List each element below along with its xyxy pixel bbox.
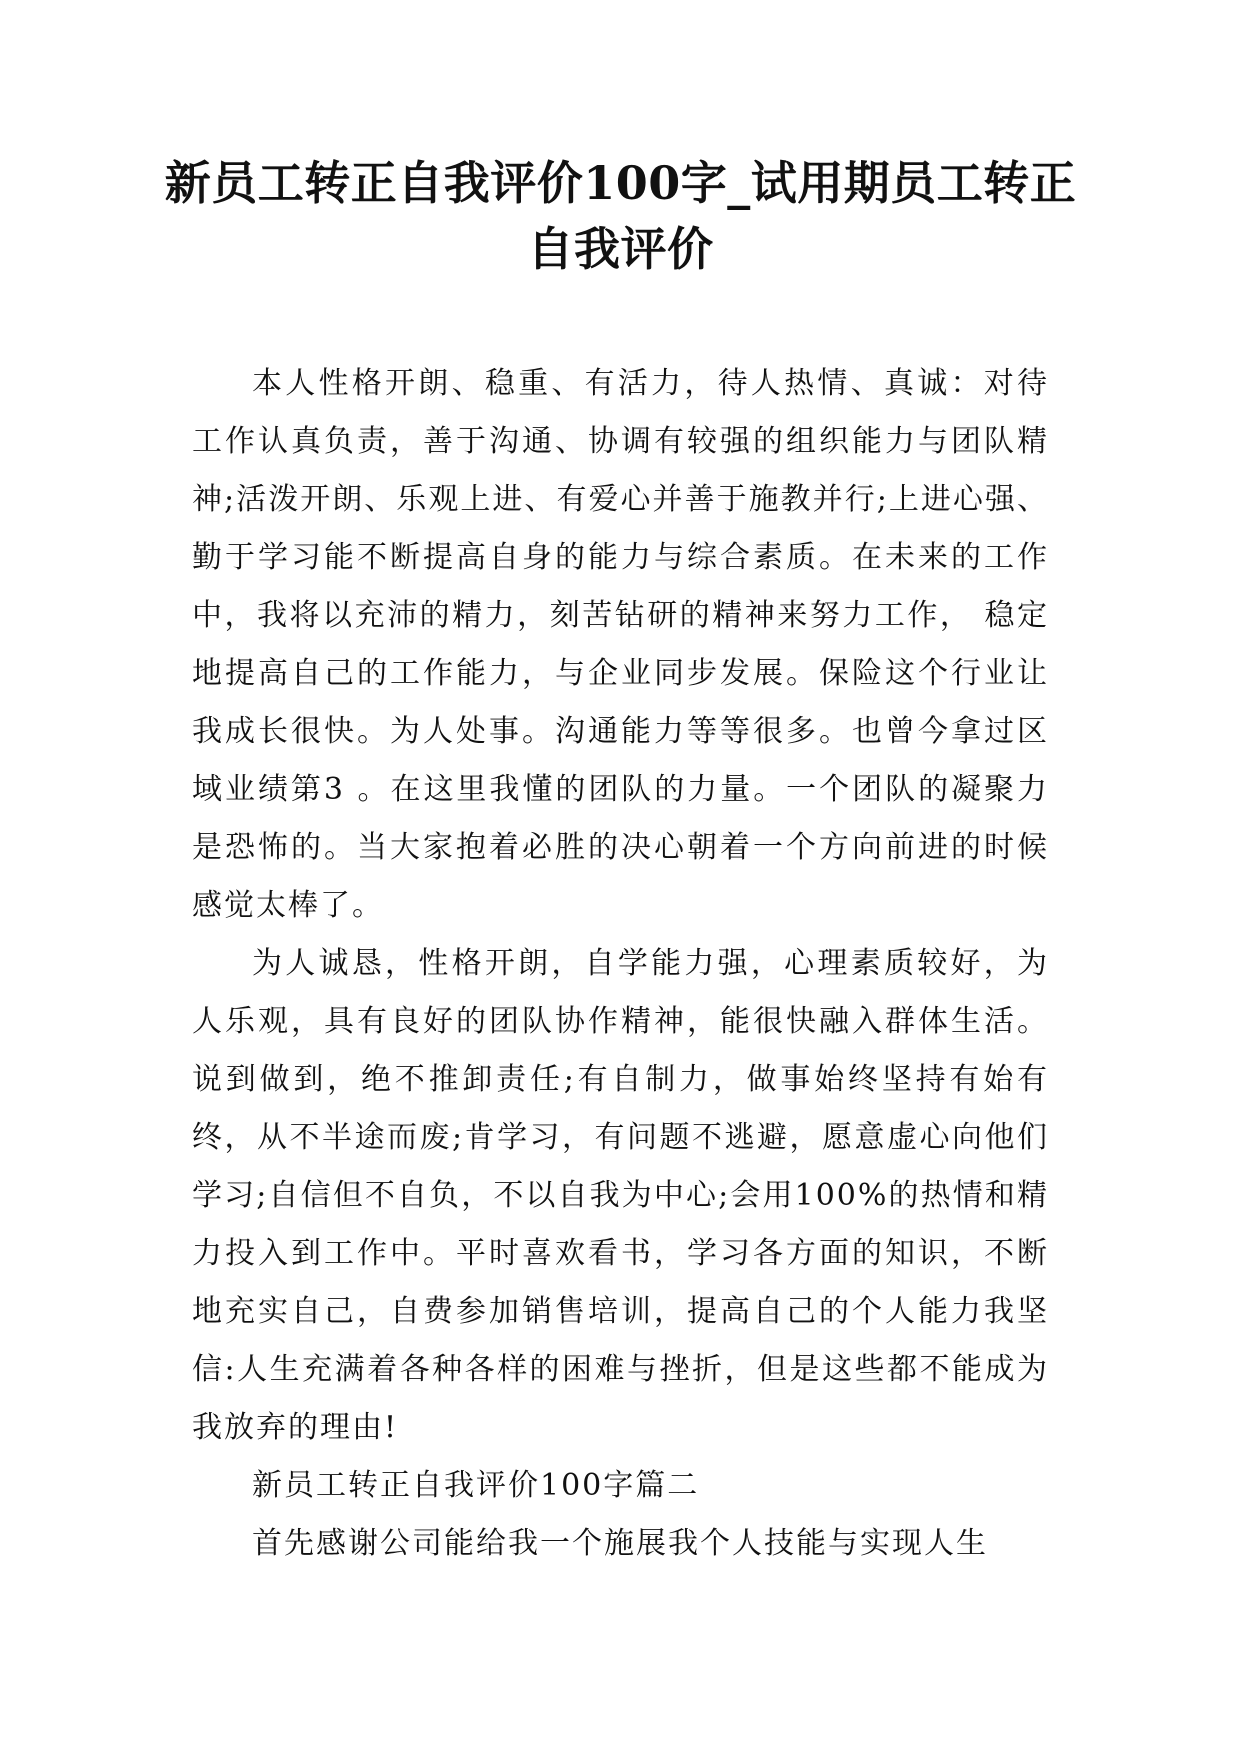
document-title: 新员工转正自我评价100字_试用期员工转正自我评价 — [164, 156, 1077, 276]
section-subheading: 新员工转正自我评价100字篇二 — [252, 1468, 700, 1503]
paragraph-1: 本人性格开朗、稳重、有活力，待人热情、真诚：对待工作认真负责，善于沟通、协调有较强的组织能力与团队精神;活泼开朗、乐观上进、有爱心并善于施教并行;上进心强、勤于学习能不断提高自身的能力与综合素质。在未来的工作中，我将以充沛的精力，刻苦钻研的精神来努力工作， 稳定地提高自己的工作能力，与企业同步发展。保险这个行业让我成长很快。为人处事。沟通能力等等很多。也曾今拿过区域业绩第3 。在这里我懂的团队的力量。一个团队的凝聚力是恐怖的。当大家抱着必胜的决心朝着一个方向前进的时候感觉太棒了。 — [192, 366, 1049, 923]
paragraph-2: 为人诚恳，性格开朗，自学能力强，心理素质较好，为人乐观，具有良好的团队协作精神，能很快融入群体生活。说到做到，绝不推卸责任;有自制力，做事始终坚持有始有终，从不半途而废;肯学习，有问题不逃避，愿意虚心向他们学习;自信但不自负，不以自我为中心;会用100%的热情和精力投入到工作中。平时喜欢看书，学习各方面的知识，不断地充实自己，自费参加销售培训，提高自己的个人能力我坚信:人生充满着各种各样的困难与挫折，但是这些都不能成为我放弃的理由! — [192, 946, 1049, 1445]
document-body — [192, 355, 1049, 1573]
paragraph-3: 首先感谢公司能给我一个施展我个人技能与实现人生 — [252, 1526, 988, 1561]
